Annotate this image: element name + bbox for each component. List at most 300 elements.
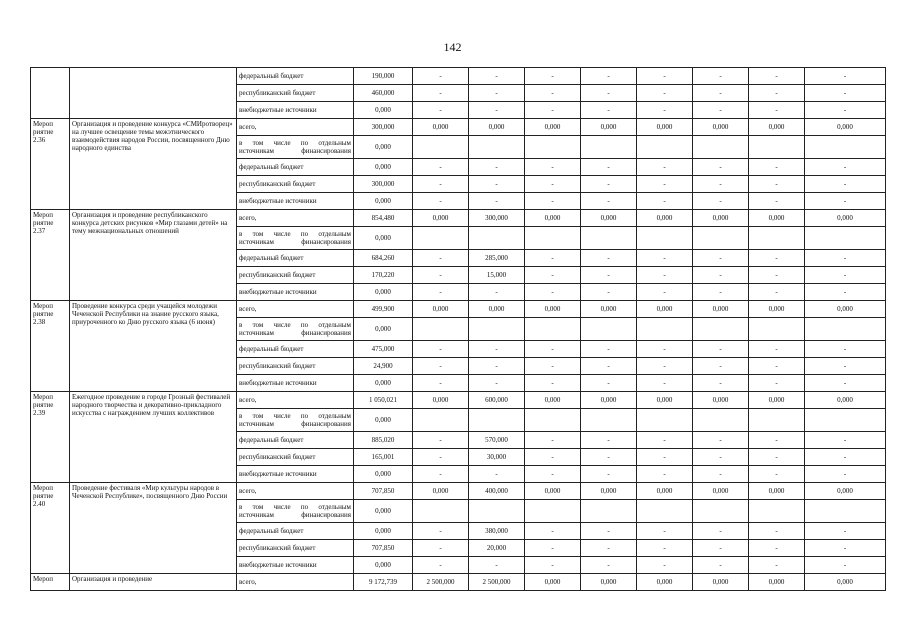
value-cell: - — [637, 523, 693, 540]
funding-source: федеральный бюджет — [237, 159, 354, 176]
value-cell: - — [693, 449, 749, 466]
value-cell: 0,000 — [354, 284, 413, 301]
funding-source: всего, — [237, 392, 354, 409]
value-cell: - — [693, 176, 749, 193]
value-cell: - — [581, 466, 637, 483]
value-cell: 0,000 — [749, 392, 805, 409]
measure-name: Проведение фестиваля «Мир культуры народов в Чеченской Республике», посвященного Дню России — [70, 483, 237, 574]
value-cell: - — [413, 449, 469, 466]
value-cell: - — [581, 159, 637, 176]
value-cell: - — [581, 284, 637, 301]
value-cell — [413, 136, 469, 159]
value-cell: 285,000 — [469, 250, 525, 267]
value-cell: - — [525, 540, 581, 557]
value-cell: - — [525, 284, 581, 301]
value-cell — [637, 227, 693, 250]
value-cell: 0,000 — [354, 557, 413, 574]
funding-source: республиканский бюджет — [237, 85, 354, 102]
value-cell: - — [413, 68, 469, 85]
value-cell: 0,000 — [637, 574, 693, 591]
value-cell — [469, 409, 525, 432]
value-cell: - — [693, 358, 749, 375]
value-cell: 707,850 — [354, 540, 413, 557]
value-cell: 0,000 — [581, 301, 637, 318]
value-cell: - — [525, 523, 581, 540]
value-cell: 0,000 — [581, 483, 637, 500]
value-cell: - — [413, 267, 469, 284]
value-cell: - — [749, 250, 805, 267]
value-cell: - — [413, 341, 469, 358]
value-cell: - — [581, 557, 637, 574]
value-cell: - — [805, 432, 886, 449]
value-cell: - — [413, 176, 469, 193]
value-cell: - — [525, 102, 581, 119]
value-cell: - — [749, 176, 805, 193]
value-cell: 0,000 — [637, 483, 693, 500]
funding-source: республиканский бюджет — [237, 176, 354, 193]
value-cell: - — [525, 449, 581, 466]
value-cell: 684,260 — [354, 250, 413, 267]
value-cell: - — [749, 449, 805, 466]
value-cell: - — [525, 358, 581, 375]
value-cell: - — [637, 449, 693, 466]
value-cell: - — [413, 557, 469, 574]
value-cell: - — [693, 267, 749, 284]
measure-name: Организация и проведение республиканского конкурса детских рисунков «Мир глазами детей» на тему межнациональных отношений — [70, 210, 237, 301]
value-cell: 0,000 — [354, 102, 413, 119]
value-cell: - — [525, 250, 581, 267]
funding-source: внебюджетные источники — [237, 557, 354, 574]
value-cell: - — [805, 466, 886, 483]
value-cell: 885,020 — [354, 432, 413, 449]
value-cell: - — [469, 358, 525, 375]
financing-table — [30, 67, 886, 591]
value-cell: 0,000 — [749, 119, 805, 136]
value-cell: - — [693, 375, 749, 392]
value-cell — [805, 227, 886, 250]
value-cell: - — [693, 557, 749, 574]
value-cell: - — [693, 250, 749, 267]
measure-name: Организация и проведение конкурса «СМИротворец» на лучшее освещение темы межэтнического взаимодействия народов России, посвященного Дню народного единства — [70, 119, 237, 210]
value-cell — [805, 409, 886, 432]
value-cell: 0,000 — [354, 159, 413, 176]
funding-source: всего, — [237, 210, 354, 227]
measure-code: Мероп риятие 2.39 — [31, 392, 70, 483]
value-cell: - — [637, 68, 693, 85]
value-cell: 0,000 — [354, 523, 413, 540]
value-cell: - — [413, 358, 469, 375]
value-cell — [693, 500, 749, 523]
funding-source: республиканский бюджет — [237, 540, 354, 557]
value-cell: - — [749, 267, 805, 284]
value-cell: - — [749, 159, 805, 176]
funding-source: всего, — [237, 119, 354, 136]
value-cell: - — [637, 250, 693, 267]
value-cell: 0,000 — [693, 301, 749, 318]
measure-code — [31, 68, 70, 119]
funding-source: всего, — [237, 574, 354, 591]
value-cell: - — [805, 85, 886, 102]
value-cell: 0,000 — [354, 500, 413, 523]
value-cell: - — [525, 341, 581, 358]
value-cell: 0,000 — [354, 136, 413, 159]
funding-source: внебюджетные источники — [237, 193, 354, 210]
value-cell: - — [469, 102, 525, 119]
funding-source: внебюджетные источники — [237, 466, 354, 483]
value-cell: - — [469, 176, 525, 193]
funding-source: республиканский бюджет — [237, 358, 354, 375]
value-cell: 0,000 — [693, 119, 749, 136]
value-cell: 300,000 — [469, 210, 525, 227]
value-cell: 24,900 — [354, 358, 413, 375]
value-cell — [581, 227, 637, 250]
value-cell: 190,000 — [354, 68, 413, 85]
value-cell: - — [581, 267, 637, 284]
funding-source: в том числе по отдельным источникам финансирования — [237, 136, 354, 159]
funding-source: внебюджетные источники — [237, 102, 354, 119]
value-cell: 380,000 — [469, 523, 525, 540]
value-cell: - — [749, 432, 805, 449]
value-cell: - — [749, 557, 805, 574]
value-cell: 460,000 — [354, 85, 413, 102]
measure-code: Мероп риятие 2.38 — [31, 301, 70, 392]
value-cell: - — [469, 557, 525, 574]
value-cell: - — [413, 540, 469, 557]
value-cell: 0,000 — [354, 318, 413, 341]
value-cell: - — [581, 85, 637, 102]
value-cell: - — [637, 432, 693, 449]
value-cell: - — [469, 193, 525, 210]
value-cell: - — [581, 540, 637, 557]
value-cell: 0,000 — [413, 210, 469, 227]
value-cell — [749, 136, 805, 159]
value-cell — [749, 500, 805, 523]
value-cell: - — [581, 250, 637, 267]
value-cell — [525, 227, 581, 250]
value-cell: - — [693, 540, 749, 557]
value-cell: 0,000 — [525, 301, 581, 318]
value-cell — [637, 318, 693, 341]
value-cell: - — [581, 102, 637, 119]
value-cell: - — [749, 341, 805, 358]
value-cell: - — [469, 341, 525, 358]
value-cell: - — [749, 375, 805, 392]
value-cell: 9 172,739 — [354, 574, 413, 591]
table-row — [31, 119, 886, 136]
value-cell: - — [805, 375, 886, 392]
value-cell: - — [693, 193, 749, 210]
value-cell: - — [581, 341, 637, 358]
value-cell: - — [413, 375, 469, 392]
value-cell: 400,000 — [469, 483, 525, 500]
value-cell: - — [413, 250, 469, 267]
value-cell: 570,000 — [469, 432, 525, 449]
value-cell: 0,000 — [637, 301, 693, 318]
value-cell: - — [693, 432, 749, 449]
value-cell: - — [805, 540, 886, 557]
value-cell: - — [805, 68, 886, 85]
value-cell: - — [413, 193, 469, 210]
value-cell: - — [581, 358, 637, 375]
value-cell: - — [749, 466, 805, 483]
value-cell: 300,000 — [354, 119, 413, 136]
funding-source: в том числе по отдельным источникам финансирования — [237, 409, 354, 432]
value-cell: 0,000 — [749, 210, 805, 227]
value-cell: - — [637, 102, 693, 119]
value-cell — [805, 136, 886, 159]
value-cell: 0,000 — [354, 375, 413, 392]
value-cell: - — [525, 557, 581, 574]
value-cell: - — [413, 466, 469, 483]
value-cell: 0,000 — [525, 210, 581, 227]
value-cell: 0,000 — [581, 210, 637, 227]
value-cell: - — [693, 68, 749, 85]
value-cell: - — [749, 102, 805, 119]
value-cell: 0,000 — [693, 574, 749, 591]
funding-source: федеральный бюджет — [237, 68, 354, 85]
value-cell: - — [693, 85, 749, 102]
value-cell: - — [637, 176, 693, 193]
table-row — [31, 210, 886, 227]
value-cell: - — [693, 102, 749, 119]
value-cell: - — [749, 193, 805, 210]
value-cell: 0,000 — [469, 301, 525, 318]
value-cell — [469, 500, 525, 523]
measure-name — [70, 68, 237, 119]
value-cell: - — [805, 449, 886, 466]
value-cell: 0,000 — [413, 483, 469, 500]
value-cell — [525, 409, 581, 432]
value-cell: 0,000 — [693, 392, 749, 409]
value-cell: 165,001 — [354, 449, 413, 466]
value-cell — [693, 136, 749, 159]
value-cell: - — [637, 85, 693, 102]
value-cell: 20,000 — [469, 540, 525, 557]
value-cell — [525, 500, 581, 523]
funding-source: федеральный бюджет — [237, 341, 354, 358]
value-cell: - — [581, 176, 637, 193]
value-cell: - — [637, 375, 693, 392]
value-cell: - — [637, 159, 693, 176]
value-cell: - — [805, 523, 886, 540]
value-cell: 0,000 — [354, 409, 413, 432]
funding-source: республиканский бюджет — [237, 449, 354, 466]
value-cell: - — [805, 176, 886, 193]
value-cell: - — [413, 85, 469, 102]
value-cell: 0,000 — [749, 483, 805, 500]
value-cell: - — [581, 449, 637, 466]
value-cell — [413, 409, 469, 432]
funding-source: федеральный бюджет — [237, 432, 354, 449]
value-cell: - — [749, 358, 805, 375]
measure-code: Мероп риятие 2.40 — [31, 483, 70, 574]
value-cell: - — [693, 523, 749, 540]
funding-source: в том числе по отдельным источникам финансирования — [237, 500, 354, 523]
value-cell: - — [413, 159, 469, 176]
value-cell — [581, 500, 637, 523]
value-cell: 0,000 — [805, 483, 886, 500]
funding-source: всего, — [237, 483, 354, 500]
value-cell: 600,000 — [469, 392, 525, 409]
value-cell: 0,000 — [525, 574, 581, 591]
value-cell: - — [469, 159, 525, 176]
value-cell: 0,000 — [805, 574, 886, 591]
table-row — [31, 301, 886, 318]
value-cell: 0,000 — [749, 301, 805, 318]
value-cell: - — [581, 523, 637, 540]
value-cell: - — [805, 102, 886, 119]
value-cell — [525, 318, 581, 341]
value-cell: - — [581, 68, 637, 85]
funding-source: в том числе по отдельным источникам финансирования — [237, 318, 354, 341]
value-cell: - — [469, 284, 525, 301]
table-row — [31, 68, 886, 85]
value-cell: 499,900 — [354, 301, 413, 318]
value-cell: 2 500,000 — [469, 574, 525, 591]
value-cell: - — [469, 466, 525, 483]
value-cell: 170,220 — [354, 267, 413, 284]
value-cell — [637, 500, 693, 523]
funding-source: республиканский бюджет — [237, 267, 354, 284]
value-cell: 0,000 — [637, 210, 693, 227]
value-cell: - — [581, 375, 637, 392]
value-cell: - — [637, 341, 693, 358]
value-cell: 0,000 — [693, 210, 749, 227]
value-cell: 0,000 — [581, 574, 637, 591]
value-cell: - — [805, 557, 886, 574]
value-cell: - — [637, 284, 693, 301]
value-cell: - — [525, 432, 581, 449]
value-cell: 30,000 — [469, 449, 525, 466]
value-cell — [693, 409, 749, 432]
value-cell: - — [469, 68, 525, 85]
value-cell — [693, 227, 749, 250]
value-cell — [749, 318, 805, 341]
value-cell: - — [693, 341, 749, 358]
value-cell: 0,000 — [805, 301, 886, 318]
value-cell — [469, 227, 525, 250]
value-cell — [637, 136, 693, 159]
value-cell: - — [525, 159, 581, 176]
value-cell: 0,000 — [581, 119, 637, 136]
value-cell: - — [805, 341, 886, 358]
funding-source: федеральный бюджет — [237, 250, 354, 267]
value-cell: 0,000 — [637, 392, 693, 409]
value-cell: 0,000 — [525, 119, 581, 136]
table-row — [31, 392, 886, 409]
value-cell: 0,000 — [581, 392, 637, 409]
value-cell: 2 500,000 — [413, 574, 469, 591]
value-cell: - — [637, 466, 693, 483]
value-cell: - — [749, 68, 805, 85]
value-cell — [581, 409, 637, 432]
value-cell: - — [749, 523, 805, 540]
value-cell: - — [469, 85, 525, 102]
table-row — [31, 574, 886, 591]
value-cell: 707,850 — [354, 483, 413, 500]
value-cell: - — [413, 523, 469, 540]
value-cell: 0,000 — [637, 119, 693, 136]
value-cell: - — [413, 284, 469, 301]
funding-source: в том числе по отдельным источникам финансирования — [237, 227, 354, 250]
value-cell: 0,000 — [413, 392, 469, 409]
value-cell: - — [525, 176, 581, 193]
value-cell: 0,000 — [469, 119, 525, 136]
value-cell: 0,000 — [354, 227, 413, 250]
value-cell: - — [525, 68, 581, 85]
value-cell — [637, 409, 693, 432]
value-cell — [805, 500, 886, 523]
value-cell: 0,000 — [693, 483, 749, 500]
value-cell — [749, 227, 805, 250]
value-cell: 0,000 — [805, 210, 886, 227]
value-cell — [805, 318, 886, 341]
value-cell — [469, 136, 525, 159]
value-cell: - — [413, 432, 469, 449]
value-cell: - — [469, 375, 525, 392]
value-cell: 0,000 — [525, 483, 581, 500]
value-cell — [693, 318, 749, 341]
value-cell: - — [637, 540, 693, 557]
funding-source: внебюджетные источники — [237, 375, 354, 392]
value-cell: - — [805, 358, 886, 375]
value-cell: - — [749, 284, 805, 301]
measure-name: Проведение конкурса среди учащейся молодежи Чеченской Республики на знание русского языка, приуроченного ко Дню русского языка (6 июня) — [70, 301, 237, 392]
value-cell: 0,000 — [413, 301, 469, 318]
value-cell: 15,000 — [469, 267, 525, 284]
value-cell: - — [749, 85, 805, 102]
value-cell: - — [581, 193, 637, 210]
funding-source: внебюджетные источники — [237, 284, 354, 301]
value-cell — [413, 227, 469, 250]
value-cell: - — [525, 267, 581, 284]
value-cell: - — [693, 284, 749, 301]
value-cell: - — [749, 540, 805, 557]
value-cell: - — [581, 432, 637, 449]
value-cell — [525, 136, 581, 159]
value-cell: - — [525, 193, 581, 210]
value-cell: 1 050,021 — [354, 392, 413, 409]
funding-source: всего, — [237, 301, 354, 318]
value-cell — [413, 500, 469, 523]
measure-code: Мероп — [31, 574, 70, 591]
value-cell: - — [525, 85, 581, 102]
value-cell: - — [805, 267, 886, 284]
value-cell: 0,000 — [805, 392, 886, 409]
page-number: 142 — [443, 40, 462, 54]
value-cell: - — [637, 193, 693, 210]
value-cell: - — [805, 250, 886, 267]
value-cell: - — [805, 193, 886, 210]
value-cell: - — [693, 466, 749, 483]
measure-name: Организация и проведение — [70, 574, 237, 591]
value-cell — [581, 318, 637, 341]
value-cell: 0,000 — [525, 392, 581, 409]
value-cell: 475,000 — [354, 341, 413, 358]
value-cell: 854,480 — [354, 210, 413, 227]
funding-source: федеральный бюджет — [237, 523, 354, 540]
value-cell: - — [805, 284, 886, 301]
value-cell: - — [637, 267, 693, 284]
value-cell: - — [525, 375, 581, 392]
measure-name: Ежегодное проведение в городе Грозный фестивалей народного творчества и декоративно-прикладного искусства с награждением лучших коллективов — [70, 392, 237, 483]
measure-code: Мероп риятие 2.37 — [31, 210, 70, 301]
value-cell — [469, 318, 525, 341]
value-cell: - — [805, 159, 886, 176]
value-cell: - — [637, 557, 693, 574]
value-cell: - — [637, 358, 693, 375]
table-row — [31, 483, 886, 500]
